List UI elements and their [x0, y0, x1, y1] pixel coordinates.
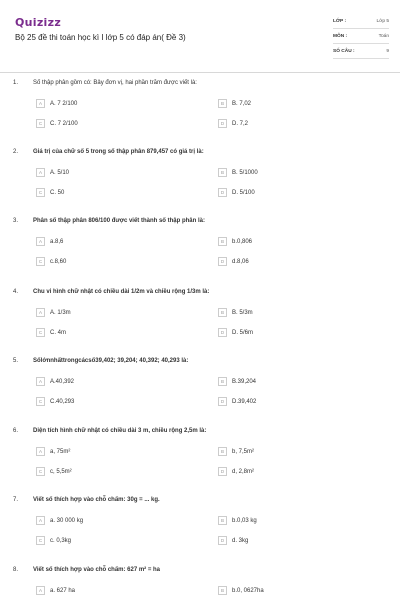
question-7 [0, 497, 400, 567]
answer-option-c[interactable] [36, 466, 72, 477]
question-text: Sốlớnnhấttrongcácsố39,402; 39,204; 40,392; 40,293 là: [33, 358, 189, 364]
meta-value: 9 [386, 48, 389, 54]
answer-option-a[interactable] [36, 307, 71, 318]
option-text: D. 5/6m [232, 329, 254, 336]
question-number: 8. [13, 567, 19, 573]
option-letter-box: B [218, 377, 227, 386]
option-letter-box: D [218, 328, 227, 337]
option-text: B. 5/3m [232, 309, 253, 316]
meta-label: MÔN : [333, 33, 348, 39]
option-letter-box: B [218, 237, 227, 246]
option-letter-box: A [36, 447, 45, 456]
answer-option-d[interactable] [218, 466, 254, 477]
option-text: a. 627 ha [50, 587, 76, 594]
option-text: A.40,392 [50, 378, 75, 385]
question-number: 7. [13, 497, 19, 503]
question-number: 6. [13, 428, 19, 434]
question-text: Chu vi hình chữ nhật có chiều dài 1/2m và chiều rộng 1/3m là: [33, 289, 210, 295]
question-6 [0, 428, 400, 498]
option-text: c, 5,5m² [50, 468, 72, 475]
question-text: Phân số thập phân 806/100 được viết thành số thập phân là: [33, 218, 205, 224]
option-letter-box: D [218, 257, 227, 266]
question-number: 5. [13, 358, 19, 364]
meta-value: Toán [378, 33, 389, 39]
question-3 [0, 218, 400, 288]
question-4 [0, 289, 400, 359]
option-text: B. 7,02 [232, 100, 252, 107]
meta-label: SỐ CÂU : [333, 48, 355, 54]
option-letter-box: C [36, 536, 45, 545]
answer-option-b[interactable] [218, 307, 253, 318]
option-text: A. 5/10 [50, 169, 70, 176]
option-letter-box: A [36, 99, 45, 108]
option-text: b.0,806 [232, 238, 253, 245]
option-text: c. 0,3kg [50, 537, 72, 544]
option-text: A. 1/3m [50, 309, 71, 316]
answer-option-c[interactable] [36, 256, 66, 267]
option-text: b.0, 0627ha [232, 587, 264, 594]
answer-option-b[interactable] [218, 98, 251, 109]
option-letter-box: B [218, 447, 227, 456]
answer-option-b[interactable] [218, 585, 264, 596]
option-letter-box: B [218, 308, 227, 317]
option-text: a, 75m² [50, 448, 71, 455]
question-text: Viết số thích hợp vào chỗ chấm: 30g = ... kg. [33, 497, 160, 503]
meta-table [333, 14, 389, 59]
answer-option-d[interactable] [218, 396, 256, 407]
answer-option-a[interactable] [36, 376, 74, 387]
option-letter-box: C [36, 188, 45, 197]
answer-option-b[interactable] [218, 376, 256, 387]
option-letter-box: D [218, 536, 227, 545]
question-text: Giá trị của chữ số 5 trong số thập phân 879,457 có giá trị là: [33, 149, 204, 155]
answer-option-b[interactable] [218, 515, 257, 526]
question-1 [0, 80, 400, 150]
option-text: B.39,204 [232, 378, 257, 385]
quizizz-logo: Quizizz [15, 16, 62, 29]
question-number: 1. [13, 80, 19, 86]
option-text: b, 7,5m² [232, 448, 255, 455]
option-letter-box: D [218, 397, 227, 406]
answer-option-a[interactable] [36, 236, 63, 247]
option-letter-box: C [36, 257, 45, 266]
answer-option-c[interactable] [36, 535, 71, 546]
answer-option-b[interactable] [218, 167, 258, 178]
question-number: 4. [13, 289, 19, 295]
answer-option-d[interactable] [218, 327, 253, 338]
option-letter-box: D [218, 119, 227, 128]
option-text: D.39,402 [232, 398, 257, 405]
option-text: a. 30 000 kg [50, 517, 84, 524]
answer-option-b[interactable] [218, 446, 254, 457]
answer-option-c[interactable] [36, 187, 64, 198]
option-letter-box: B [218, 586, 227, 595]
header-divider [0, 72, 400, 73]
question-number: 2. [13, 149, 19, 155]
answer-option-d[interactable] [218, 256, 249, 267]
option-letter-box: C [36, 119, 45, 128]
option-text: A. 7 2/100 [50, 100, 78, 107]
document-title: Bộ 25 đề thi toán học kì I lớp 5 có đáp án( Đề 3) [15, 33, 186, 42]
option-text: C.40,293 [50, 398, 75, 405]
meta-row-count [333, 44, 389, 59]
option-letter-box: D [218, 188, 227, 197]
option-text: C. 50 [50, 189, 65, 196]
option-letter-box: A [36, 586, 45, 595]
option-letter-box: B [218, 99, 227, 108]
option-text: C. 7 2/100 [50, 120, 78, 127]
option-text: a.8,6 [50, 238, 64, 245]
option-letter-box: C [36, 328, 45, 337]
answer-option-d[interactable] [218, 535, 248, 546]
option-letter-box: A [36, 237, 45, 246]
question-8 [0, 567, 400, 600]
option-letter-box: A [36, 377, 45, 386]
option-text: b.0,03 kg [232, 517, 257, 524]
option-letter-box: B [218, 516, 227, 525]
answer-option-b[interactable] [218, 236, 252, 247]
option-letter-box: A [36, 168, 45, 177]
answer-option-d[interactable] [218, 187, 255, 198]
answer-option-c[interactable] [36, 118, 78, 129]
answer-option-a[interactable] [36, 446, 70, 457]
option-text: D. 5/100 [232, 189, 255, 196]
option-letter-box: A [36, 308, 45, 317]
option-text: d, 2,8m² [232, 468, 255, 475]
option-text: D. 7,2 [232, 120, 249, 127]
meta-label: LỚP : [333, 18, 347, 24]
document-header [0, 0, 400, 72]
option-text: C. 4m [50, 329, 67, 336]
question-number: 3. [13, 218, 19, 224]
question-text: Diện tích hình chữ nhật có chiều dài 3 m, chiều rộng 2,5m là: [33, 428, 207, 434]
option-text: B. 5/1000 [232, 169, 258, 176]
question-2 [0, 149, 400, 219]
option-text: d. 3kg [232, 537, 249, 544]
option-letter-box: B [218, 168, 227, 177]
meta-value: Lớp 5 [376, 18, 389, 24]
answer-option-d[interactable] [218, 118, 248, 129]
question-5 [0, 358, 400, 428]
question-text: Số thập phân gồm có: Bảy đơn vị, hai phần trăm được viết là: [33, 80, 197, 86]
option-letter-box: D [218, 467, 227, 476]
option-text: c.8,60 [50, 258, 67, 265]
answer-option-c[interactable] [36, 396, 74, 407]
answer-option-a[interactable] [36, 585, 75, 596]
answer-option-a[interactable] [36, 167, 69, 178]
option-text: d.8,06 [232, 258, 249, 265]
meta-row-class [333, 14, 389, 29]
answer-option-c[interactable] [36, 327, 66, 338]
option-letter-box: C [36, 397, 45, 406]
answer-option-a[interactable] [36, 515, 83, 526]
answer-option-a[interactable] [36, 98, 77, 109]
meta-row-subject [333, 29, 389, 44]
option-letter-box: C [36, 467, 45, 476]
option-letter-box: A [36, 516, 45, 525]
question-text: Viết số thích hợp vào chỗ chấm: 627 m² = ha [33, 567, 161, 573]
